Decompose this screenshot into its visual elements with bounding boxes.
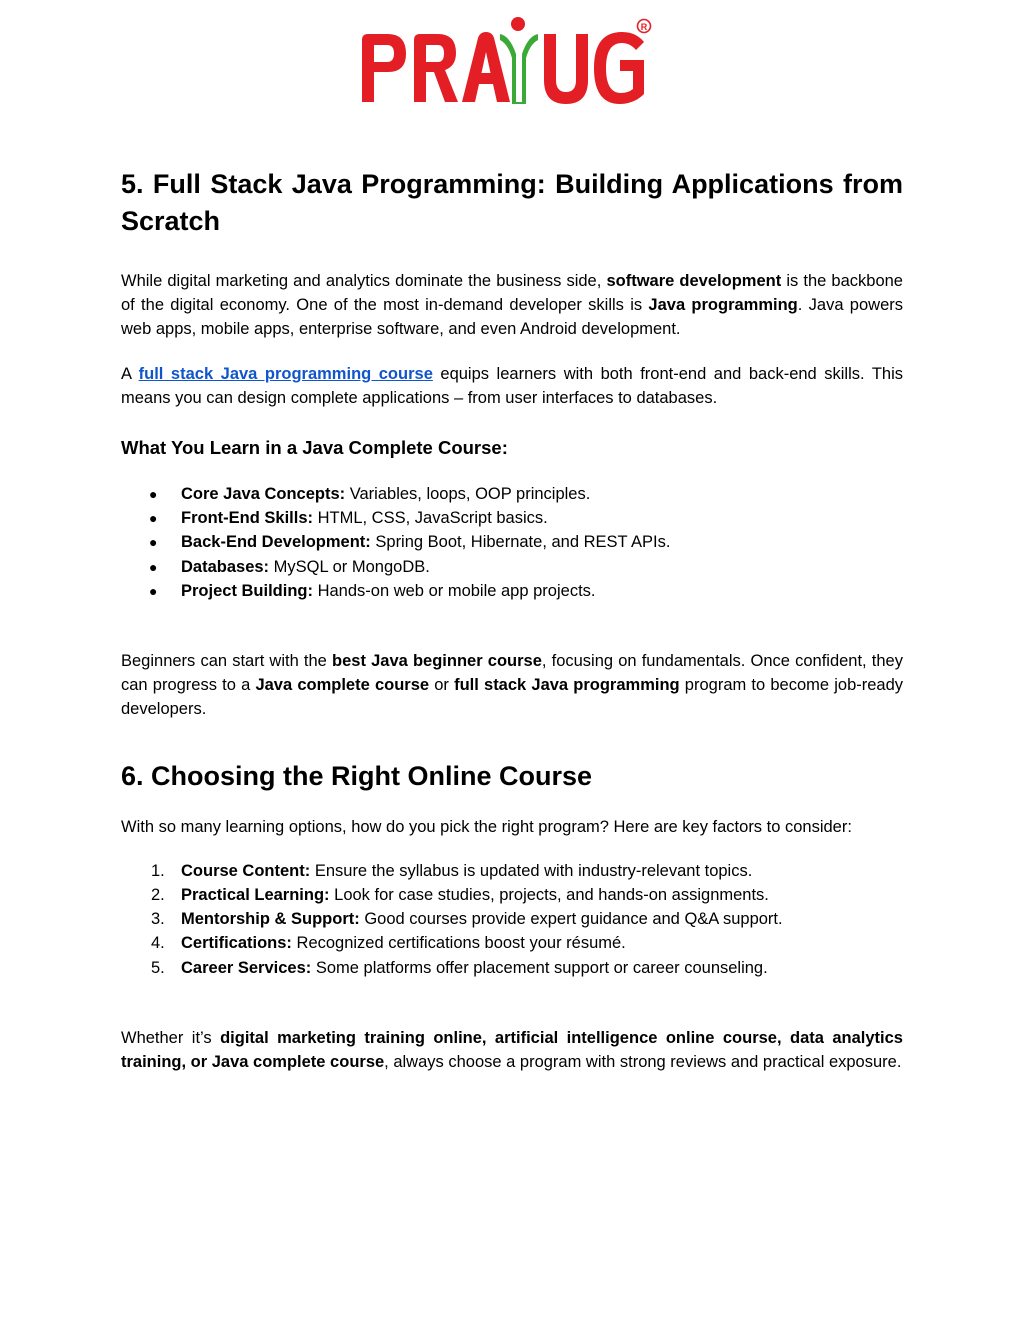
list-item: ● Project Building: Hands-on web or mobile app projects. xyxy=(149,581,596,600)
list-item: 3. Mentorship & Support: Good courses provide expert guidance and Q&A support. xyxy=(151,910,783,929)
svg-text:R: R xyxy=(640,22,648,32)
list-item: ● Core Java Concepts: Variables, loops, OOP principles. xyxy=(149,485,591,504)
list-item: 5. Career Services: Some platforms offer placement support or career counseling. xyxy=(151,958,768,977)
section6-intro: With so many learning options, how do you pick the right program? Here are key factors to consider: xyxy=(121,817,852,836)
article-content xyxy=(121,166,903,1074)
section6-heading: 6. Choosing the Right Online Course xyxy=(121,760,593,791)
list-item: 2. Practical Learning: Look for case studies, projects, and hands-on assignments. xyxy=(151,886,769,905)
java-topics-list xyxy=(121,482,903,603)
section5-paragraph-3: Beginners can start with the best Java beginner course, focusing on fundamentals. Once confident, they can progress to a Java complete course or full stack Java programming program to become job-ready developers. xyxy=(121,652,904,719)
section5-paragraph-1: While digital marketing and analytics dominate the business side, software development is the backbone of the digital economy. One of the most in-demand developer skills is Java programming. Java powers web apps, mobile apps, enterprise software, and even Android development. xyxy=(121,272,903,339)
section6-closing: Whether it’s digital marketing training online, artificial intelligence online course, data analytics training, or Java complete course, always choose a program with strong reviews and practical exposure. xyxy=(121,1028,903,1072)
full-stack-java-course-link[interactable]: full stack Java programming course xyxy=(138,364,433,383)
list-item: ● Databases: MySQL or MongoDB. xyxy=(149,557,430,576)
list-item: ● Front-End Skills: HTML, CSS, JavaScript basics. xyxy=(149,509,548,528)
section5-subheading: What You Learn in a Java Complete Course: xyxy=(121,437,508,459)
course-factors-list xyxy=(121,859,903,980)
list-item: 4. Certifications: Recognized certifications boost your résumé. xyxy=(151,934,626,953)
section5-paragraph-2: A full stack Java programming course equips learners with both front-end and back-end skills. This means you can design complete applications – from user interfaces to databases. xyxy=(121,364,904,407)
list-item: 1. Course Content: Ensure the syllabus is updated with industry-relevant topics. xyxy=(151,861,753,880)
prayug-logo xyxy=(354,12,654,112)
list-item: ● Back-End Development: Spring Boot, Hibernate, and REST APIs. xyxy=(149,533,671,552)
section5-heading: 5. Full Stack Java Programming: Building Applications from Scratch xyxy=(121,169,903,236)
